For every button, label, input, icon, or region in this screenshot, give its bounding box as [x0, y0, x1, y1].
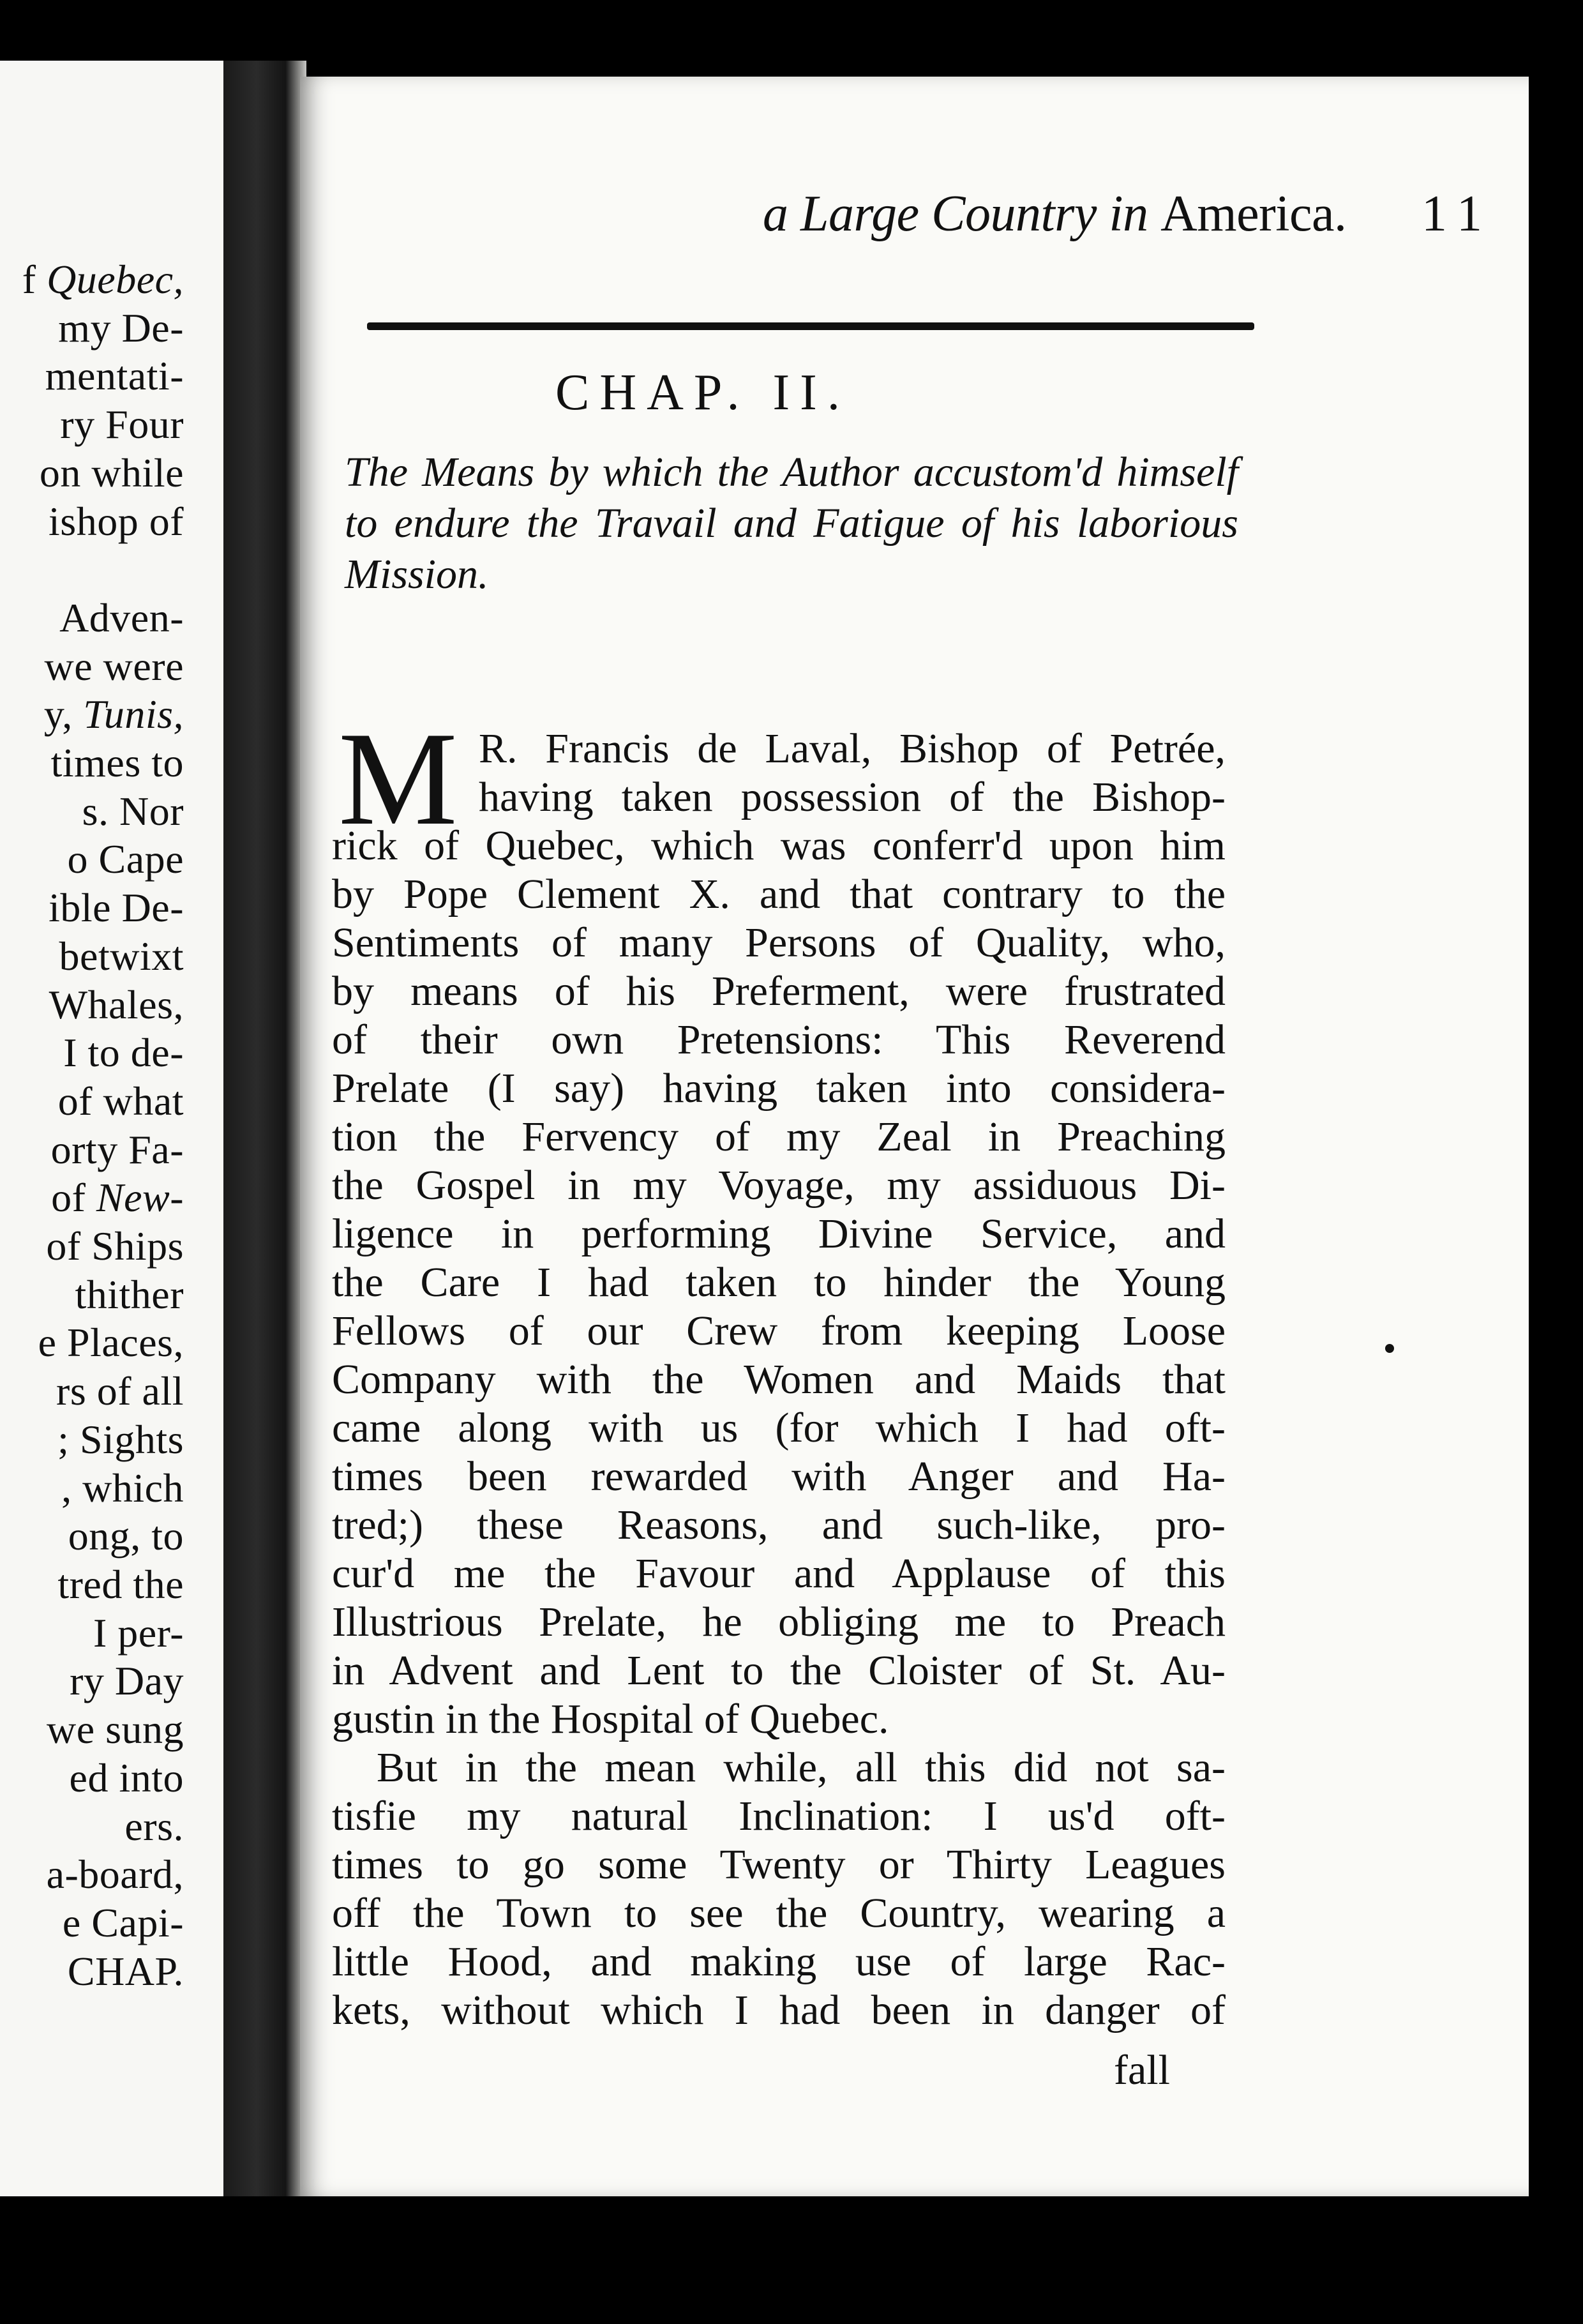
body-line: Illustrious Prelate, he obliging me to Preach: [332, 1599, 1226, 1645]
left-line-text: , which: [61, 1465, 184, 1511]
chapter-title: CHAP. II.: [555, 365, 850, 421]
left-page-line: [22, 1464, 184, 1513]
left-page-line: [22, 1657, 184, 1705]
left-line-text: f: [22, 257, 47, 302]
left-page-line: [22, 255, 184, 304]
left-page-line: [22, 884, 184, 932]
left-line-text: of what: [57, 1078, 184, 1124]
right-page: [300, 77, 1529, 2196]
left-page-line: [22, 981, 184, 1029]
body-line: of their own Pretensions: This Reverend: [332, 1016, 1226, 1063]
body-line: tion the Fervency of my Zeal in Preaching: [332, 1113, 1226, 1160]
left-line-italic: Tunis,: [83, 691, 184, 737]
left-line-text: Whales,: [49, 981, 184, 1027]
left-line-text: rs of all: [56, 1368, 184, 1414]
left-line-text: mentati-: [45, 353, 184, 399]
left-page-line: [22, 690, 184, 739]
left-page-line: [22, 1947, 184, 1996]
body-line: tred;) these Reasons, and such-like, pro-: [332, 1502, 1226, 1548]
body-line: But in the mean while, all this did not sa-: [377, 1744, 1226, 1791]
left-page-line: [22, 835, 184, 884]
body-line: ligence in performing Divine Service, and: [332, 1211, 1226, 1257]
left-line-text: ry Day: [70, 1658, 184, 1704]
left-page-line: [22, 787, 184, 836]
body-line: times been rewarded with Anger and Ha-: [332, 1453, 1226, 1500]
left-line-text: e Places,: [38, 1320, 184, 1366]
left-line-text: ed into: [69, 1754, 184, 1800]
left-page-line: [22, 449, 184, 497]
left-line-text: we were: [44, 643, 184, 689]
left-page-text: [22, 255, 184, 1995]
body-line: in Advent and Lent to the Cloister of St. Au-: [332, 1647, 1226, 1694]
body-line: Company with the Women and Maids that: [332, 1356, 1226, 1403]
left-page-line: [22, 1560, 184, 1609]
body-line: times to go some Twenty or Thirty Leagues: [332, 1841, 1226, 1888]
left-page-line: [22, 594, 184, 642]
body-line: little Hood, and making use of large Rac-: [332, 1938, 1226, 1985]
left-page-line: [22, 1512, 184, 1560]
body-line: having taken possession of the Bishop-: [479, 774, 1226, 820]
left-line-text: ishop of: [49, 498, 184, 544]
body-line: the Care I had taken to hinder the Young: [332, 1259, 1226, 1306]
left-page-line: [22, 932, 184, 981]
left-line-text: y,: [43, 691, 84, 737]
left-page-line: [22, 1705, 184, 1754]
header-rule: [367, 322, 1254, 330]
left-page-line: [22, 1415, 184, 1464]
left-line-text: ong, to: [68, 1513, 184, 1559]
left-page-line: [22, 1126, 184, 1174]
left-line-text: betwixt: [59, 933, 184, 979]
body-line: Sentiments of many Persons of Quality, who,: [332, 919, 1226, 966]
book-gutter: [223, 61, 306, 2196]
left-page-line: [22, 1899, 184, 1947]
left-line-text: I to de-: [63, 1030, 184, 1076]
left-line-text: of: [51, 1175, 96, 1221]
body-line: by Pope Clement X. and that contrary to the: [332, 871, 1226, 917]
left-page-line: [22, 1271, 184, 1319]
left-page-line: [22, 1318, 184, 1367]
left-line-text: CHAP.: [67, 1948, 184, 1994]
left-page-line: [22, 1367, 184, 1415]
page-number: 11: [1421, 186, 1494, 242]
left-line-italic: Quebec,: [47, 257, 184, 302]
left-line-text: on while: [39, 449, 184, 495]
body-line: tisfie my natural Inclination: I us'd oft-: [332, 1793, 1226, 1839]
left-line-text: orty Fa-: [50, 1126, 184, 1172]
left-page-line: [22, 1173, 184, 1222]
left-page-line: [22, 1029, 184, 1077]
left-page-line: [22, 304, 184, 352]
left-line-text: ry Four: [60, 402, 184, 448]
left-line-text: tred the: [57, 1561, 184, 1607]
left-line-italic: New-: [96, 1175, 184, 1221]
left-page-line: [22, 1609, 184, 1657]
body-line: the Gospel in my Voyage, my assiduous Di-: [332, 1162, 1226, 1209]
left-page-line: [22, 352, 184, 400]
left-line-text: my De-: [58, 305, 184, 351]
left-page: [0, 61, 223, 2196]
body-line: cur'd me the Favour and Applause of this: [332, 1550, 1226, 1597]
body-line: off the Town to see the Country, wearing a: [332, 1890, 1226, 1936]
left-page-line: [22, 1754, 184, 1802]
left-line-text: I per-: [93, 1610, 184, 1656]
body-line: gustin in the Hospital of Quebec.: [332, 1696, 889, 1742]
left-page-line: [22, 1222, 184, 1271]
body-line: Fellows of our Crew from keeping Loose: [332, 1308, 1226, 1354]
body-line: kets, without which I had been in danger of: [332, 1987, 1226, 2033]
running-title: [763, 185, 1347, 243]
left-page-line: [22, 497, 184, 546]
body-line: R. Francis de Laval, Bishop of Petrée,: [479, 725, 1226, 772]
running-title-italic: a Large Country in: [763, 186, 1161, 242]
ink-speck: [1385, 1344, 1394, 1353]
running-head: [472, 185, 1494, 255]
left-line-text: of Ships: [46, 1223, 184, 1269]
left-page-line: [22, 1077, 184, 1126]
left-page-line: [22, 1850, 184, 1899]
body-line: came along with us (for which I had oft-: [332, 1405, 1226, 1451]
left-page-line: [22, 545, 184, 594]
body-line: rick of Quebec, which was conferr'd upon him: [332, 822, 1226, 869]
left-line-text: s. Nor: [82, 788, 184, 834]
drop-cap: M: [338, 705, 458, 853]
running-title-roman: America.: [1160, 186, 1347, 242]
left-line-text: e Capi-: [62, 1899, 184, 1945]
catchword: fall: [1114, 2047, 1170, 2094]
chapter-summary: The Means by which the Author accustom'd himself to endure the Travail and Fatigue of his laborious Mission.: [345, 449, 1238, 598]
left-line-text: ible De-: [49, 885, 184, 931]
body-text: [332, 725, 1226, 2035]
left-line-text: Adven-: [59, 594, 184, 640]
body-line: by means of his Preferment, were frustrated: [332, 968, 1226, 1015]
left-line-text: times to: [50, 740, 184, 786]
left-line-text: o Cape: [67, 836, 184, 882]
left-line-text: a-board,: [46, 1852, 184, 1898]
left-line-text: thither: [75, 1271, 184, 1317]
body-line: Prelate (I say) having taken into considera-: [332, 1065, 1226, 1112]
left-line-text: ; Sights: [57, 1416, 184, 1462]
left-line-text: ers.: [124, 1803, 184, 1849]
left-line-text: we sung: [46, 1707, 184, 1753]
left-page-line: [22, 642, 184, 691]
left-page-line: [22, 1802, 184, 1851]
left-page-line: [22, 739, 184, 787]
left-page-line: [22, 400, 184, 449]
